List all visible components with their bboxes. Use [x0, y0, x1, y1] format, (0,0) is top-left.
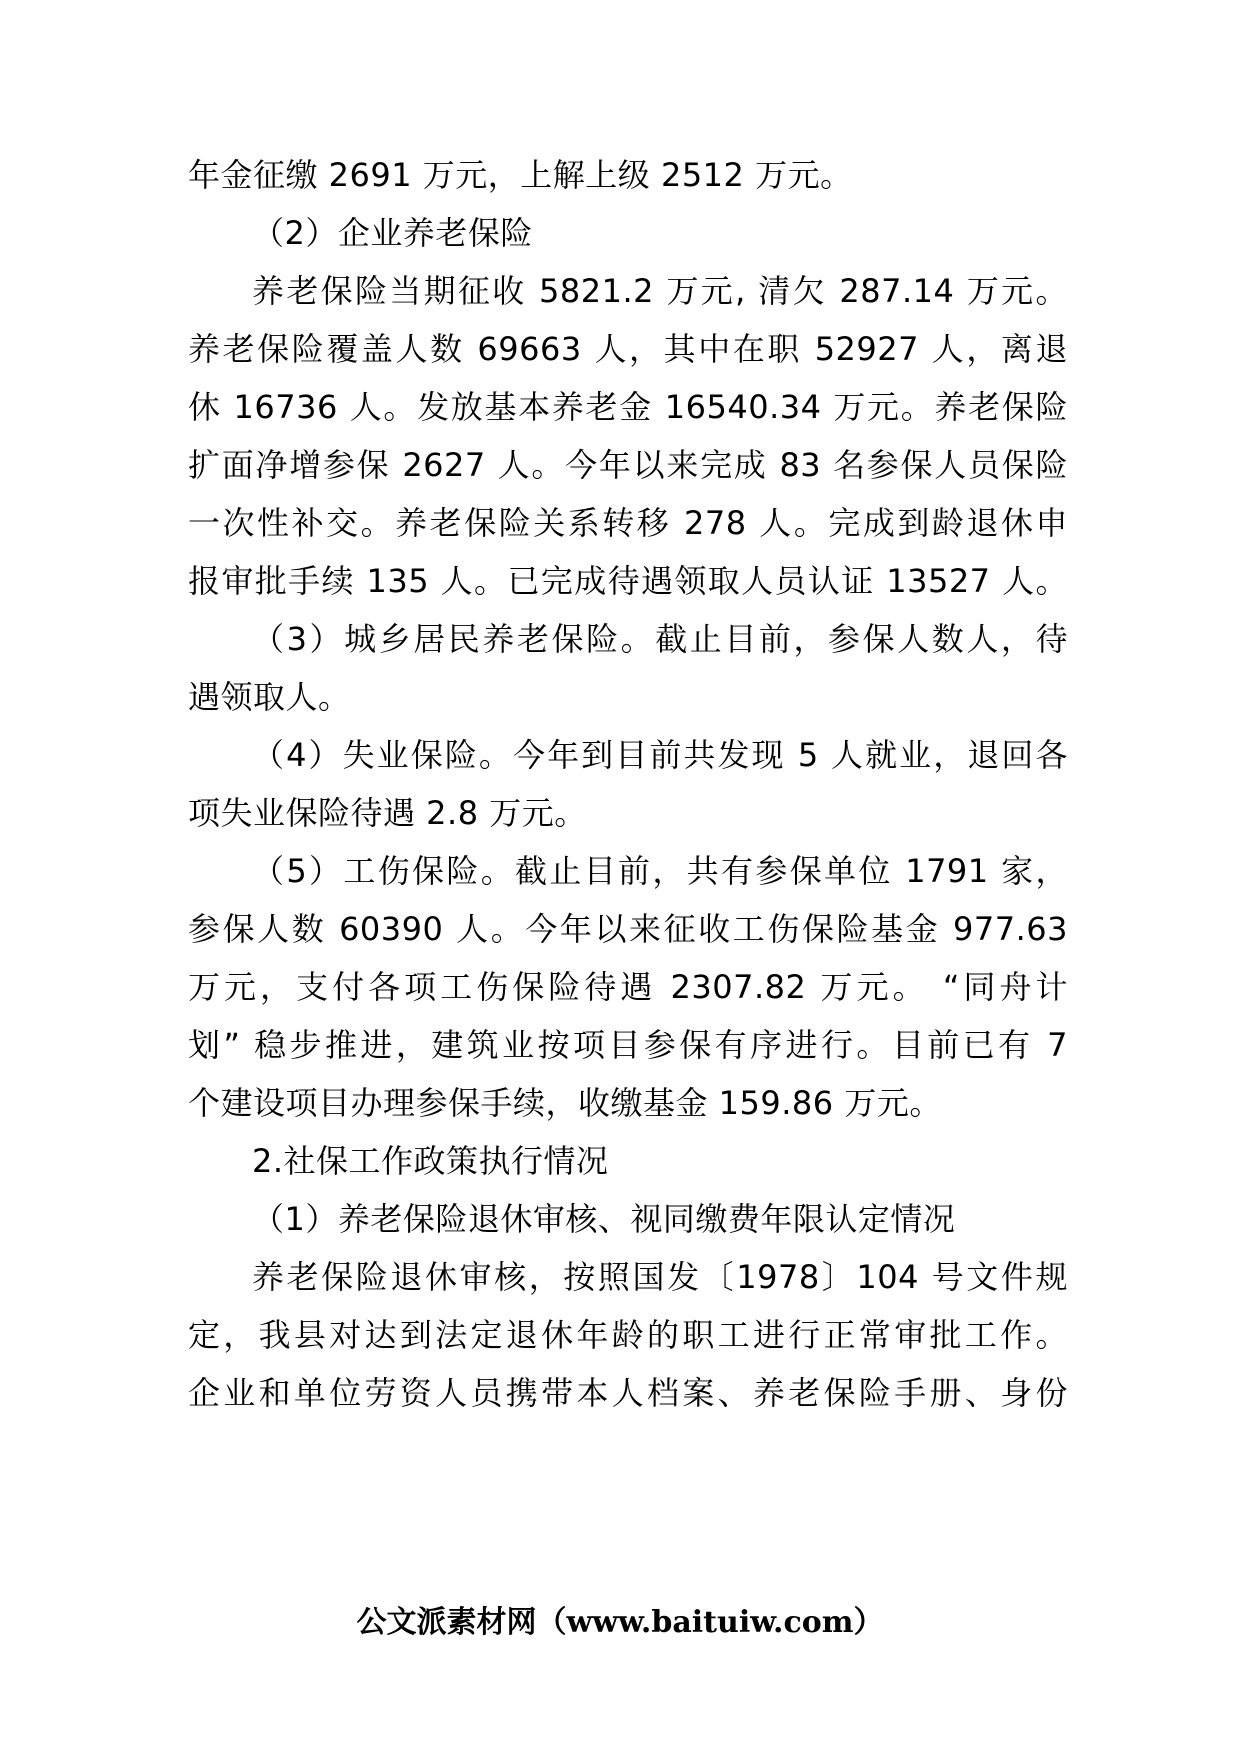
text-line-3: 养老保险当期征收 5821.2 万元, 清欠 287.14 万元。	[252, 272, 1068, 310]
text-line-12: 项失业保险待遇 2.8 万元。	[188, 794, 587, 832]
text-line-5: 休 16736 人。发放基本养老金 16540.34 万元。养老保险	[188, 388, 1068, 426]
text-line-15: 万元，支付各项工伤保险待遇 2307.82 万元。 “同舟计	[188, 968, 1068, 1006]
text-line-20: 养老保险退休审核，按照国发〔1978〕104 号文件规	[252, 1258, 1068, 1296]
text-line-11: （4）失业保险。今年到目前共发现 5 人就业，退回各	[252, 736, 1068, 774]
text-line-6: 扩面净增参保 2627 人。今年以来完成 83 名参保人员保险	[188, 446, 1068, 484]
text-line-21: 定，我县对达到法定退休年龄的职工进行正常审批工作。	[188, 1316, 1068, 1354]
text-line-22: 企业和单位劳资人员携带本人档案、养老保险手册、身份	[188, 1374, 1068, 1412]
text-line-14: 参保人数 60390 人。今年以来征收工伤保险基金 977.63	[188, 910, 1068, 948]
heading-policy-execution: 2.社保工作政策执行情况	[252, 1142, 609, 1180]
text-line-4: 养老保险覆盖人数 69663 人，其中在职 52927 人，离退	[188, 330, 1068, 368]
text-line-7: 一次性补交。养老保险关系转移 278 人。完成到龄退休申	[188, 504, 1068, 542]
heading-enterprise-pension: （2）企业养老保险	[252, 214, 533, 252]
text-line-1: 年金征缴 2691 万元，上解上级 2512 万元。	[188, 156, 853, 194]
text-line-13: （5）工伤保险。截止目前，共有参保单位 1791 家，	[252, 852, 1068, 890]
text-line-8: 报审批手续 135 人。已完成待遇领取人员认证 13527 人。	[188, 562, 1068, 600]
text-line-9: （3）城乡居民养老保险。截止目前，参保人数人，待	[252, 620, 1068, 658]
text-line-10: 遇领取人。	[188, 678, 351, 716]
text-line-17: 个建设项目办理参保手续，收缴基金 159.86 万元。	[188, 1084, 942, 1122]
heading-retirement-review: （1）养老保险退休审核、视同缴费年限认定情况	[252, 1200, 956, 1238]
text-line-16: 划” 稳步推进，建筑业按项目参保有序进行。目前已有 7	[188, 1026, 1068, 1064]
footer-watermark: 公文派素材网（www.baituiw.com）	[356, 1605, 884, 1640]
